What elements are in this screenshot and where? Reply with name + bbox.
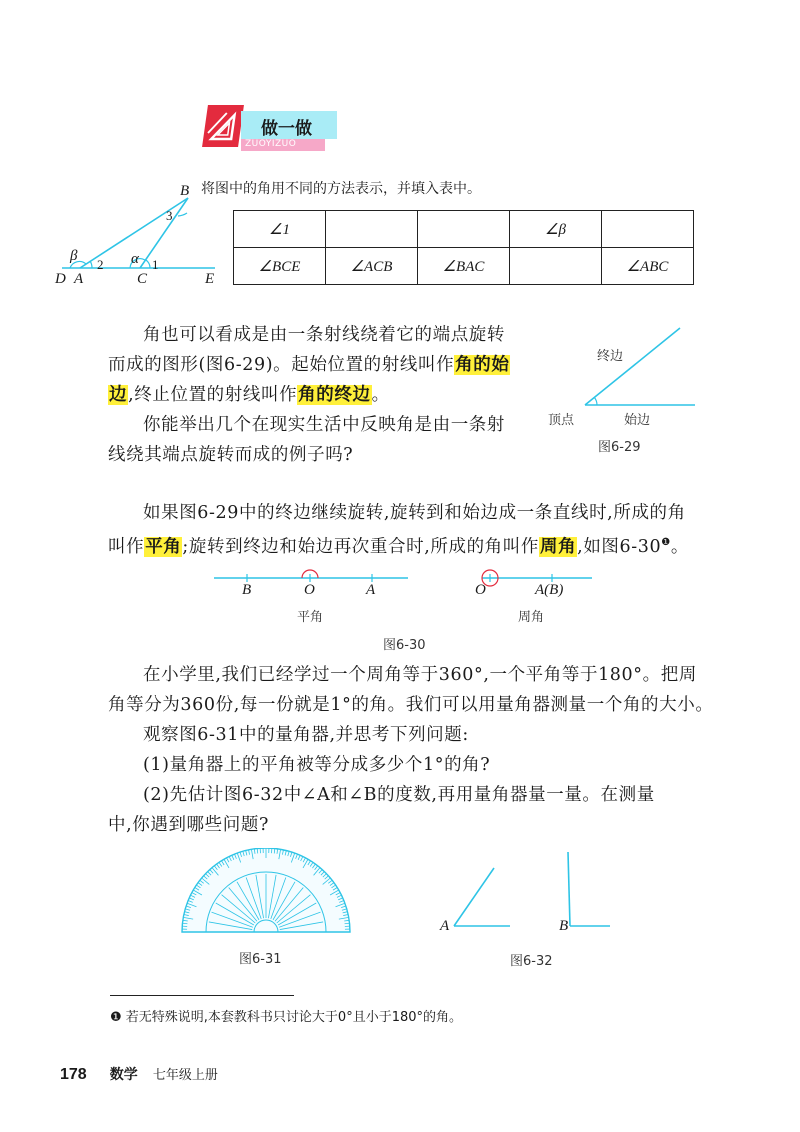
section2-line: 叫作 [108,536,145,557]
straight-angle-label: 平角 [297,610,324,625]
footnote-mark: ❶ [110,1010,122,1025]
protractor-tick [182,923,187,924]
figure-caption: 图6-31 [239,952,282,967]
header-logo [202,105,244,147]
section1-line: 你能举出几个在现实生活中反映角是由一条射 [143,415,505,435]
figure-caption: 图6-30 [383,638,426,653]
segment-cb [140,198,188,268]
section2-period: 。 [670,536,689,557]
protractor-tick [257,848,258,853]
section3-line: 在小学里,我们已经学过一个周角等于360°,一个平角等于180°。把周 [143,665,697,685]
section1-line: ,终止位置的射线叫作 [128,385,298,405]
angle-arc-3 [178,213,187,216]
table-row [234,248,694,285]
label-2: 2 [97,257,104,272]
figure-caption: 图6-32 [510,954,553,969]
table-cell[interactable] [602,211,694,248]
section2-line: ,如图6-30 [577,536,662,557]
section1-line: 角也可以看成是由一条射线绕着它的端点旋转 [143,325,505,345]
label-c: C [137,271,148,287]
table-cell[interactable] [510,248,602,285]
label-3: 3 [166,208,173,223]
label-b: B [559,918,569,934]
label-b: B [242,582,252,598]
question-2-cont: 中,你遇到哪些问题? [108,815,269,835]
term-round-angle: 周角 [539,536,577,557]
footnote [110,1006,462,1025]
rotation-arc [594,397,597,405]
question-1: (1)量角器上的平角被等分成多少个1°的角? [143,755,491,775]
table-cell[interactable] [326,211,418,248]
term-initial-side: 角的始 [455,355,510,375]
vertex-label: 顶点 [548,413,575,428]
table-cell: ∠BAC [418,248,510,285]
subject-name: 数学 [109,1067,138,1083]
label-a: A [74,271,84,287]
term-straight-angle: 平角 [145,536,182,557]
initial-side-label: 始边 [624,413,651,428]
footnote-ref[interactable]: ❶ [661,537,671,548]
label-o: O [475,582,486,598]
term-initial-side-end: 边 [109,385,128,405]
section1-line: 线绕其端点旋转而成的例子吗? [108,445,354,465]
header-title: 做一做 [261,119,312,139]
angle-a-side2 [454,868,494,926]
figure-6-32 [440,848,610,938]
table-cell: ∠ABC [602,248,694,285]
exercise-instruction: 将图中的角用不同的方法表示，并填入表中。 [201,181,481,197]
section-header [205,105,345,155]
label-a: A [366,582,376,598]
table-cell[interactable] [418,211,510,248]
section3-text [108,660,718,840]
angle-table [233,210,694,285]
terminal-side-label: 终边 [597,349,624,364]
section2-text [108,498,708,562]
footnote-text: 若无特殊说明,本套教科书只讨论大于0°且小于180°的角。 [125,1010,463,1025]
page-footer [60,1064,218,1084]
terminal-side-ray [585,328,680,405]
angle-b-side2 [568,852,570,926]
page-number: 178 [60,1066,87,1083]
label-d: D [55,271,66,287]
table-cell: ∠1 [234,211,326,248]
label-1: 1 [152,257,159,272]
table-cell: ∠β [510,211,602,248]
round-angle-label: 周角 [518,610,545,625]
angle-arc-2 [90,261,92,268]
header-subtitle: ZUOYIZUO [245,139,297,149]
figure-caption: 图6-29 [598,440,641,455]
triangle-ruler-icon [202,105,244,147]
label-a: A [440,918,450,934]
footnote-divider [110,995,294,996]
section1-line: 而成的图形(图6-29)。起始位置的射线叫作 [108,355,455,375]
label-o: O [304,582,315,598]
section1-period: 。 [371,385,390,405]
protractor-figure [176,848,356,940]
label-e: E [205,271,215,287]
question-2: (2)先估计图6-32中∠A和∠B的度数,再用量角器量一量。在测量 [143,785,655,805]
section3-line: 观察图6-31中的量角器,并思考下列问题: [143,725,469,745]
label-b: B [180,183,190,199]
table-cell: ∠BCE [234,248,326,285]
section1-text [108,320,538,470]
table-row [234,211,694,248]
term-terminal-side: 角的终边 [298,385,371,405]
label-ab: A(B) [535,582,564,598]
section2-line: 如果图6-29中的终边继续旋转,旋转到和始边成一条直线时,所成的角 [143,503,686,523]
grade-label: 七年级上册 [152,1068,218,1083]
section3-line: 角等分为360份,每一份就是1°的角。我们可以用量角器测量一个角的大小。 [108,695,714,715]
protractor-tick [274,848,275,853]
section2-line: ;旋转到终边和始边再次重合时,所成的角叫作 [182,536,539,557]
label-beta: β [70,248,78,264]
table-cell: ∠ACB [326,248,418,285]
protractor-tick [345,923,350,924]
label-alpha: α [131,251,139,267]
angle-arc-1 [146,260,150,268]
figure-6-29 [560,320,730,420]
